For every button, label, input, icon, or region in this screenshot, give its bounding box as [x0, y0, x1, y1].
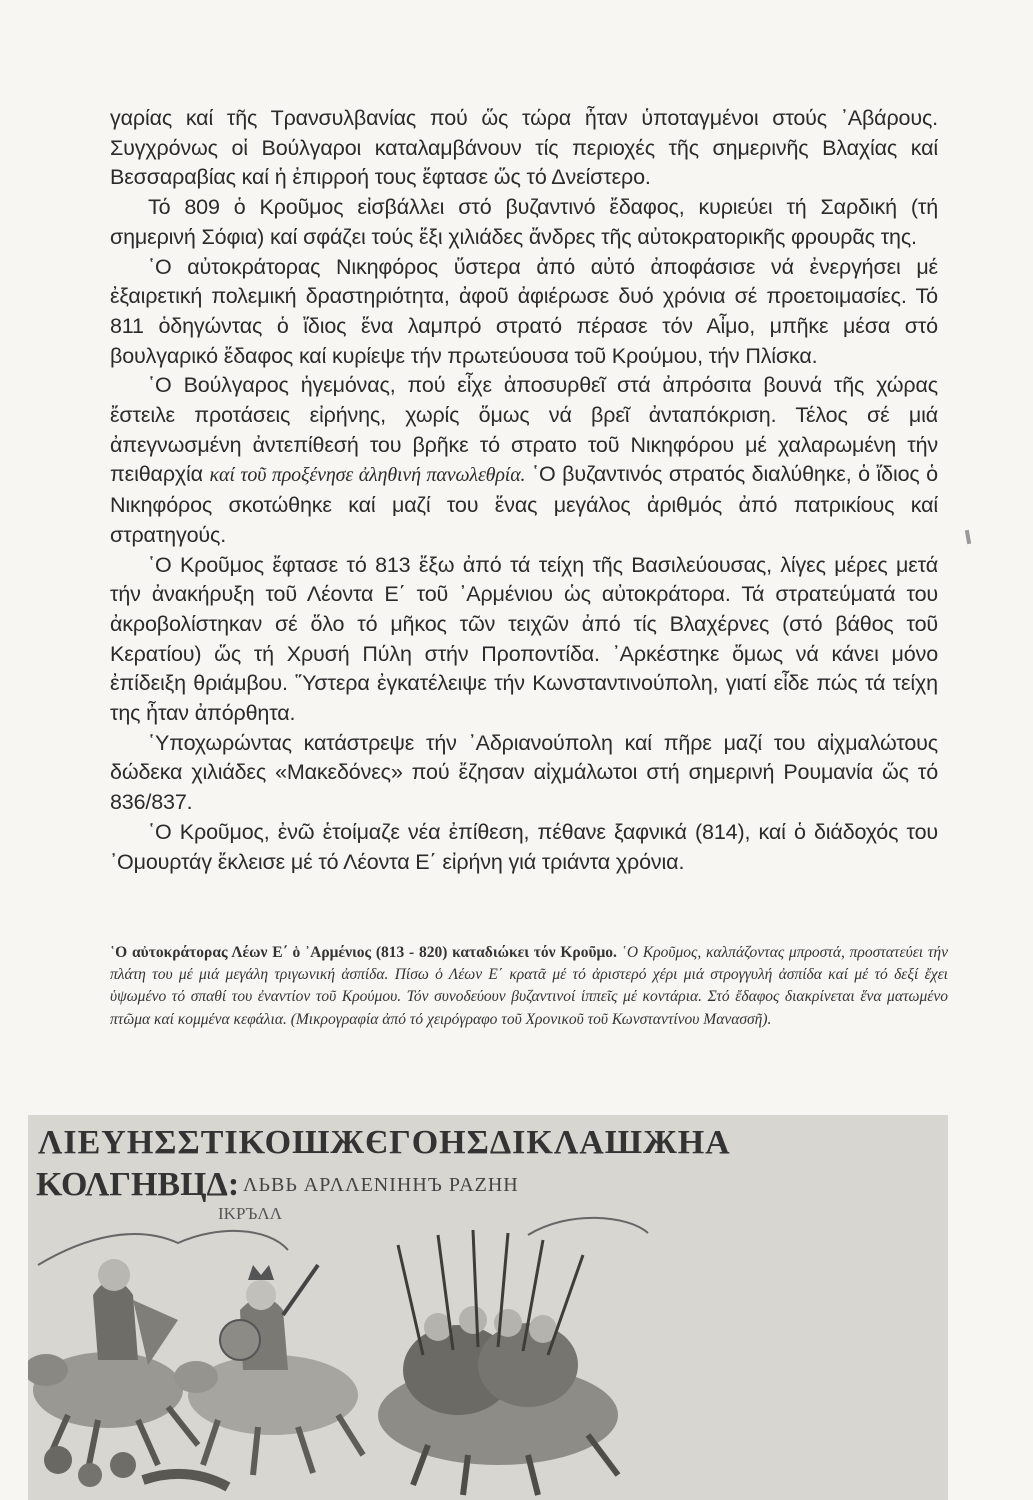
figure-caption — [110, 942, 948, 1031]
severed-head — [44, 1446, 72, 1474]
script-line-2-small: ΛЬВЬ ΑΡΛΛΕΝΙΗΗЪ ΡΑΖΗΗ — [243, 1174, 519, 1196]
severed-head — [78, 1463, 102, 1487]
paragraph-3: ῾Ο αὐτοκράτορας Νικηφόρος ὕστερα ἀπό αὐτό ἀποφάσισε νά ἐνεργήσει μέ ἐξαιρετική πολεμική δραστηριότητα, ἀφοῦ ἀφιέρωσε δυό χρόνια σέ προετοιμασίες. Τό 811 ὁδηγώντας ὁ ἴδιος ἕνα λαμπρό στρατό πέρασε τόν Αἶμο, μπῆκε μέσα στό βουλγαρικό ἔδαφος καί κυρίεψε τήν πρωτεύουσα τοῦ Κρούμου, τήν Πλίσκα. — [110, 254, 938, 368]
horse-head — [174, 1361, 218, 1393]
paragraph-1: γαρίας καί τῆς Τρανσυλβανίας πού ὥς τώρα ἦταν ὑποταγμένοι στούς ᾿Αβάρους. Συγχρόνως οἱ Βούλγαροι καταλαμβάνουν τίς περιοχές τῆς σημερινῆς Βλαχίας καί Βεσσαραβίας καί ἡ ἐπιρροή τους ἔφτασε ὥς τό Δνείστερο. — [110, 106, 938, 190]
leo-head — [246, 1280, 276, 1310]
rider-head — [459, 1306, 487, 1334]
paragraph-4-start: ῾Ο Βούλγαρος ἡγεμόνας, πού εἶχε ἀποσυρθεῖ στά ἀπρόσιτα βουνά τῆς χώρας ἔστειλε προτάσεις εἰρήνης, χωρίς ὅμως νά βρεῖ ἀνταπόκριση. Τέλος σέ μιά ἀπεγνωσμένη ἀντεπίθεσή του βρῆκε τό στρατο τοῦ Νικηφόρου μέ χαλαρωμένη τήν πειθαρχία — [110, 373, 938, 487]
riders-group — [478, 1323, 578, 1407]
script-line-1: ΛΙΕΥΗΣΣΤΙΚΟШЖЄΓΟΗΣΔΙΚΛΑШЖΗΑ — [38, 1124, 731, 1161]
round-shield — [220, 1320, 260, 1360]
caption-text: ῾Ο Κροῦμος, καλπάζοντας μπροστά, προστατεύει τήν πλάτη του μέ μιά μεγάλη τριγωνική ἀσπίδα. Πίσω ὁ Λέων Ε΄ κρατᾶ μέ τό ἀριστερό χέρι μιά στρογγυλή ἀσπίδα καί μέ τό δεξί ἔχει ὑψωμένο τό σπαθί του ἐναντίον τοῦ Κρούμου. Τόν συνοδεύουν βυζαντινοί ἱππεῖς μέ κοντάρια. Στό ἔδαφος διακρίνεται ἕνα ματωμένο πτῶμα καί κομμένα κεφάλια. (Μικρογραφία ἀπό τό χειρόγραφο τοῦ Χρονικοῦ τοῦ Κωνσταντίνου Μανασσῆ). — [110, 944, 948, 1028]
paragraph-4-end: ῾Ο βυζαντινός στρατός διαλύθηκε, ὁ ἴδιος ὁ Νικηφόρος σκοτώθηκε καί μαζί του ἕνας μεγάλος ἀριθμός ἀπό πατρικίους καί στρατηγούς. — [110, 462, 938, 547]
script-line-3: ΙΚΡЪΛΛ — [218, 1204, 283, 1223]
paragraph-2: Τό 809 ὁ Κροῦμος εἰσβάλλει στό βυζαντινό ἔδαφος, κυριεύει τή Σαρδική (τή σημερινή Σόφια) καί σφάζει τούς ἕξι χιλιάδες ἄνδρες τῆς αὐτοκρατορικῆς φρουρᾶς της. — [110, 195, 938, 249]
paragraph-6: ῾Υποχωρώντας κατάστρεψε τήν ᾿Αδριανούπολη καί πῆρε μαζί του αἰχμαλώτους δώδεκα χιλιάδες «Μακεδόνες» πού ἔζησαν αἰχμάλωτοι στή σημερινή Ρουμανία ὥς τό 836/837. — [110, 730, 938, 815]
paragraph-5: ῾Ο Κροῦμος ἔφτασε τό 813 ἔξω ἀπό τά τείχη τῆς Βασιλεύουσας, λίγες μέρες μετά τήν ἀνακήρυξη τοῦ Λέοντα Ε΄ τοῦ ᾿Αρμένιου ὡς αὐτοκράτορα. Τά στρατεύματά του ἀκροβολίστηκαν σέ ὅλο τό μῆκος τῶν τειχῶν ἀπό τίς Βλαχέρνες (στό βάθος τοῦ Κερατίου) ὥς τή Χρυσή Πύλη στήν Προποντίδα. ᾿Αρκέστηκε ὅμως νά κάνει μόνο ἐπίδειξη θριάμβου. ῞Υστερα ἐγκατέλειψε τήν Κωνσταντινούπολη, γιατί εἶδε πώς τά τείχη της ἦταν ἀπόρθητα. — [110, 552, 938, 726]
caption-lead: ῾Ο αὐτοκράτορας Λέων Ε΄ ὁ ᾿Αρμένιος (813 - 820) καταδιώκει τόν Κροῦμο. — [110, 944, 617, 961]
krum-head — [98, 1259, 130, 1291]
manuscript-miniature — [28, 1115, 948, 1500]
miniature-illustration — [28, 1115, 948, 1500]
paragraph-4-quote: καί τοῦ προξένησε ἀληθινή πανωλεθρία. — [209, 464, 526, 487]
margin-mark — [965, 530, 971, 544]
body-text — [110, 104, 938, 877]
severed-head — [110, 1452, 136, 1478]
paragraph-7: ῾Ο Κροῦμος, ἐνῶ ἑτοίμαζε νέα ἐπίθεση, πέθανε ξαφνικά (814), καί ὁ διάδοχός του ᾿Ομουρτάγ ἔκλεισε μέ τό Λέοντα Ε΄ εἰρήνη γιά τριάντα χρόνια. — [110, 819, 938, 874]
paragraph-4 — [110, 371, 938, 550]
script-line-2: ΚΟΛΓΗΒЦΔ: — [36, 1166, 240, 1203]
